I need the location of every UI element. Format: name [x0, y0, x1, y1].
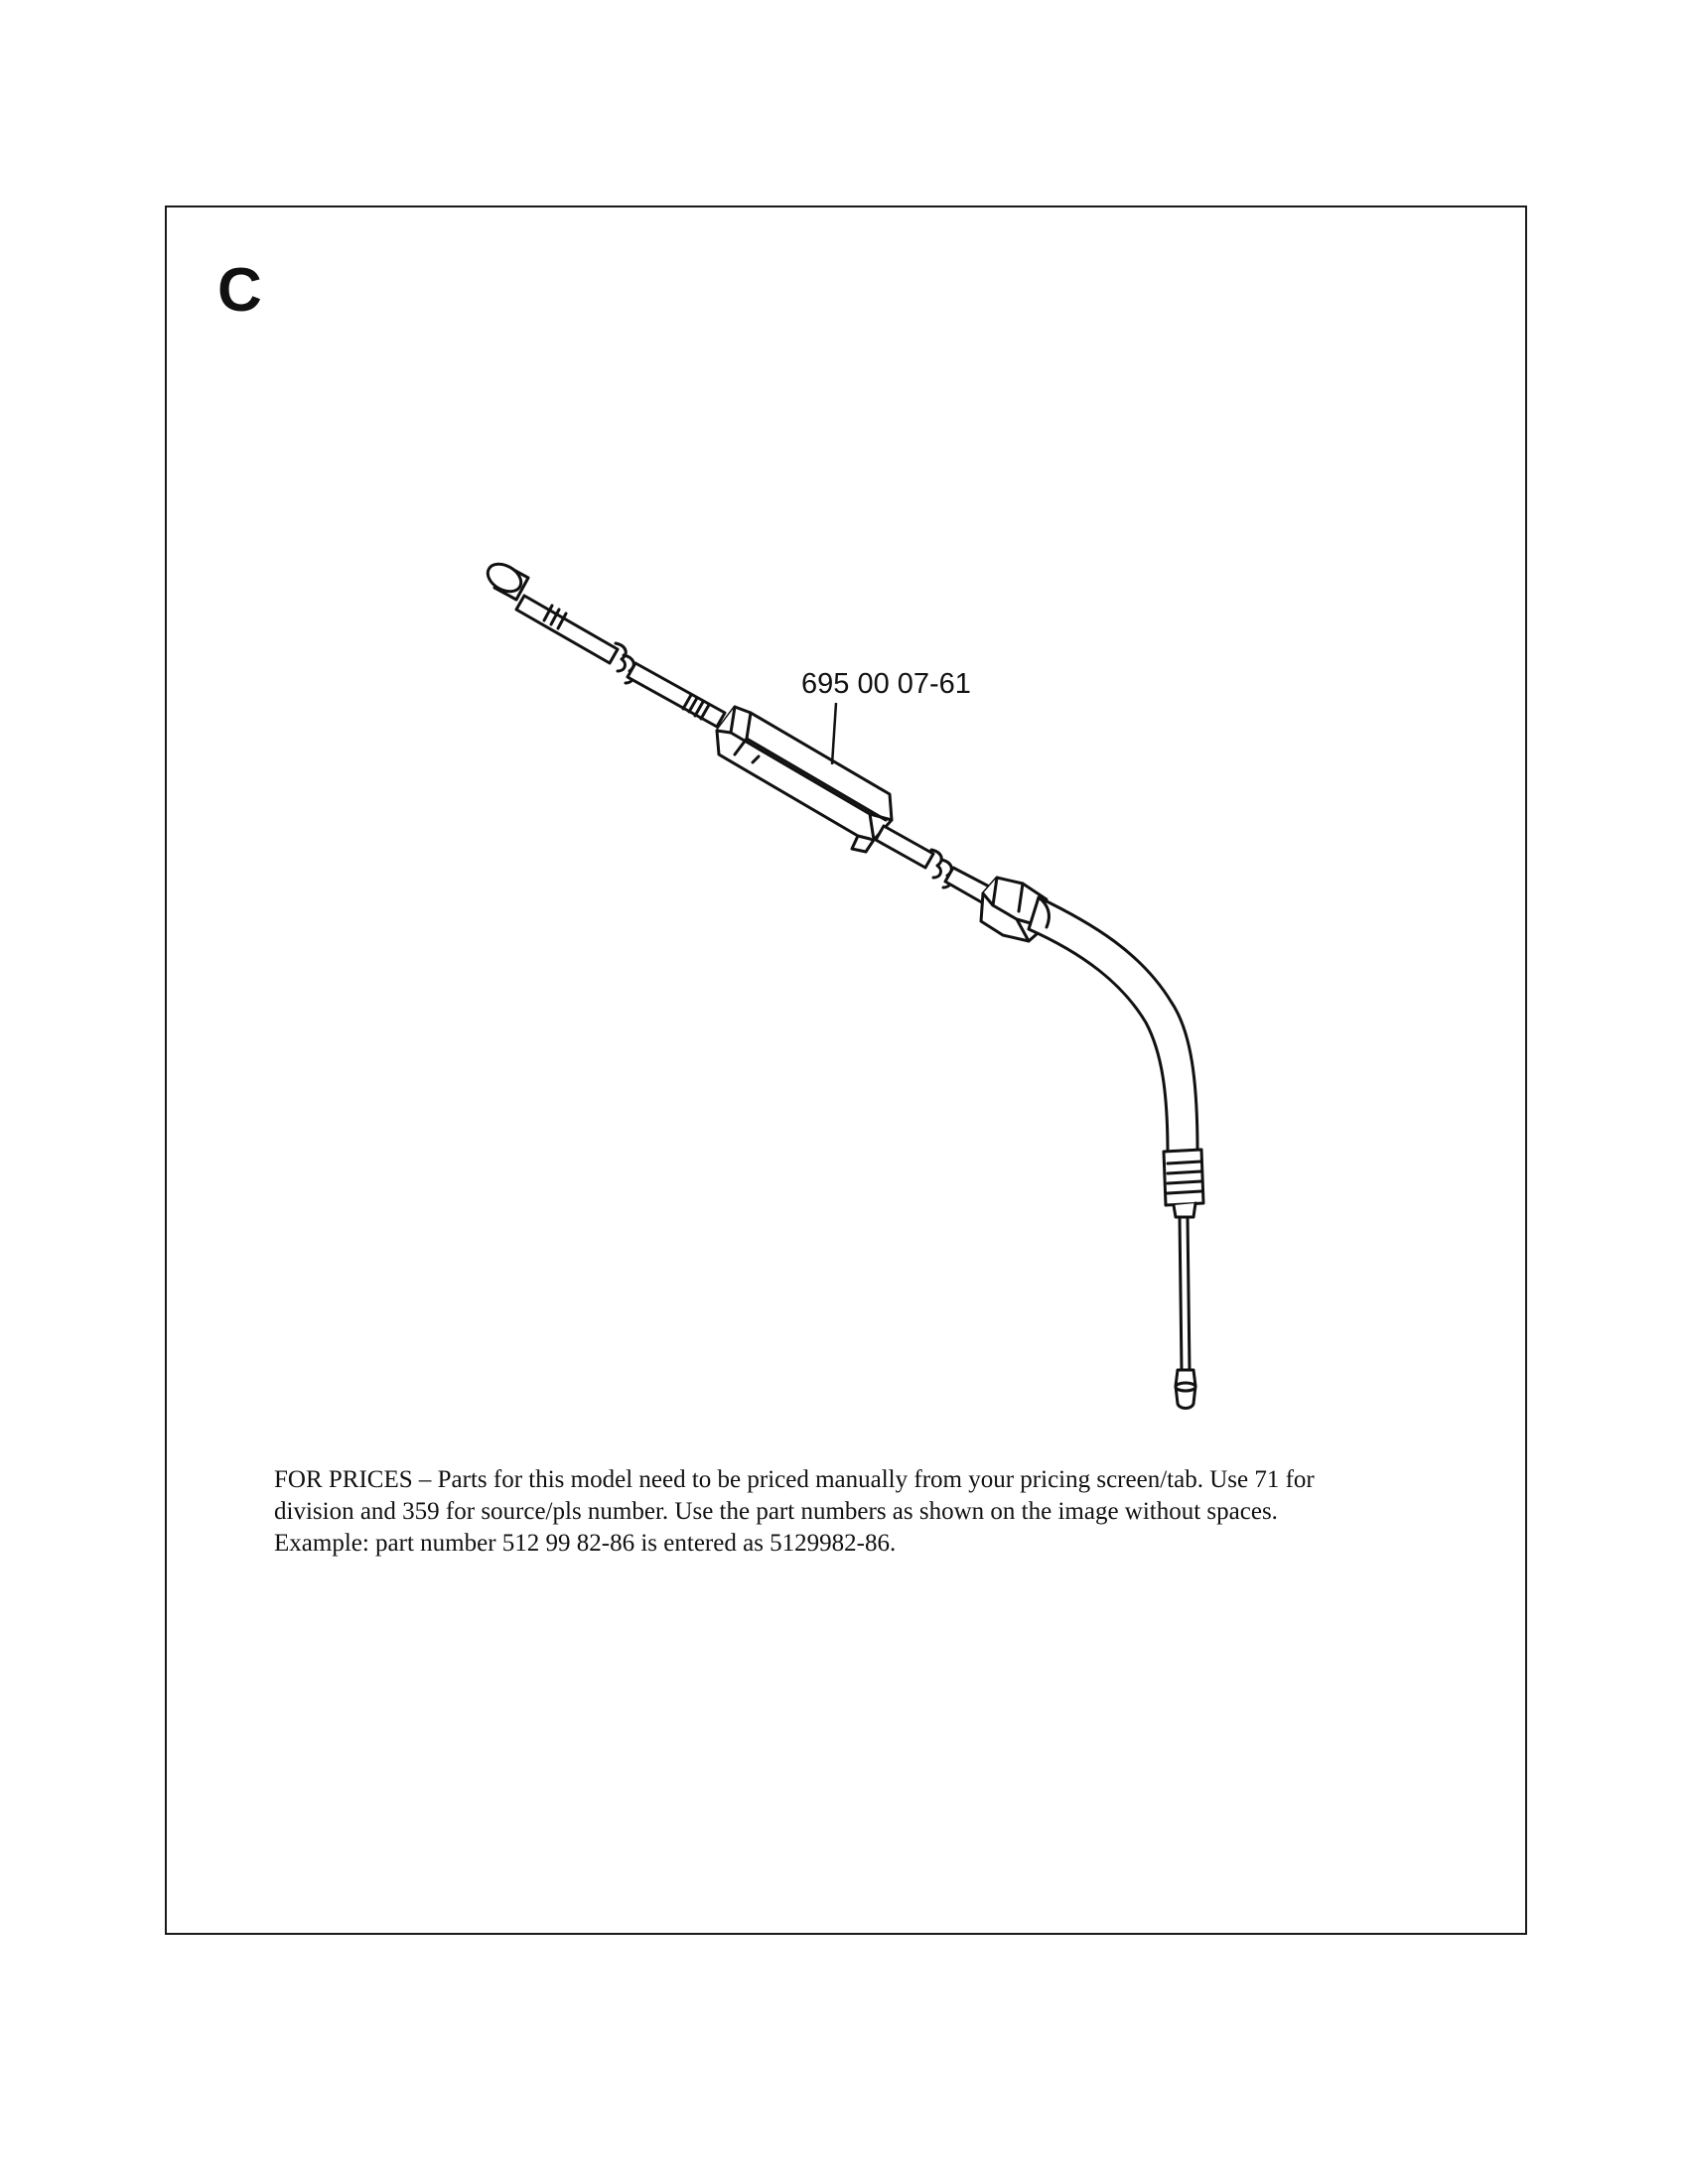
- part-number-leader: [832, 703, 836, 764]
- pricing-note-line-2: division and 359 for source/pls number. Use the part numbers as shown on the image without spaces.: [274, 1498, 1278, 1525]
- cable-segment-upper: [516, 596, 626, 671]
- inner-wire: [1180, 1217, 1190, 1370]
- pricing-note-line-3: Example: part number 512 99 82-86 is entered as 5129982-86.: [274, 1530, 897, 1557]
- cable-segment-mid: [628, 663, 725, 727]
- adjuster-nut: [717, 707, 892, 852]
- section-letter: C: [217, 256, 262, 325]
- pricing-note-line-1: FOR PRICES – Parts for this model need to be priced manually from your pricing screen/tab. Use 71 for: [274, 1466, 1315, 1493]
- part-number-label: 695 00 07-61: [801, 668, 971, 700]
- wire-end-ferrule: [1176, 1370, 1195, 1409]
- cable-end-nipple: [483, 559, 528, 600]
- pricing-note: [274, 1464, 1466, 1560]
- threaded-ferrule: [1164, 1150, 1203, 1217]
- cable-sheath: [1029, 897, 1197, 1154]
- cable-segment-lower: [876, 826, 941, 878]
